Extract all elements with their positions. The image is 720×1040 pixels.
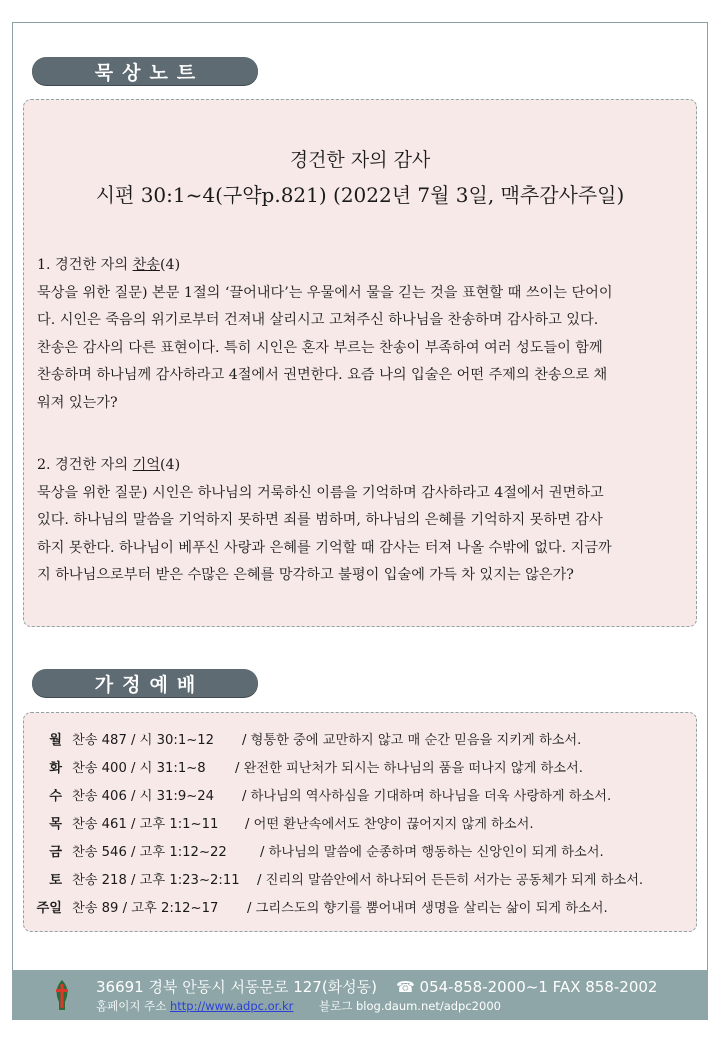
- hymn-ref: 찬송 400 / 시 31:1~8: [72, 760, 206, 776]
- day-label: 화: [49, 760, 62, 776]
- day-label: 주일: [36, 900, 62, 916]
- hymn-ref: 찬송 89 / 고후 2:12~17: [72, 900, 219, 916]
- day-label: 토: [49, 872, 62, 888]
- worship-row-sun: [32, 894, 692, 918]
- day-label: 목: [49, 816, 62, 832]
- church-cross-logo-icon: [50, 978, 74, 1012]
- prayer-text: / 진리의 말씀안에서 하나되어 든든히 서가는 공동체가 되게 하소서.: [257, 872, 644, 888]
- prayer-text: / 하나님의 말씀에 순종하며 행동하는 신앙인이 되게 하소서.: [260, 844, 604, 860]
- prayer-text: / 그리스도의 향기를 뿜어내며 생명을 살리는 삶이 되게 하소서.: [247, 900, 608, 916]
- blog-label: 블로그: [319, 999, 353, 1013]
- meditation-subtitle: 시편 30:1~4(구약p.821) (2022년 7월 3일, 맥추감사주일): [95, 183, 625, 207]
- hymn-ref: 찬송 406 / 시 31:9~24: [72, 788, 215, 804]
- phone-fax: ☎ 054-858-2000~1 FAX 858-2002: [396, 978, 658, 996]
- meditation-box: [23, 99, 697, 627]
- section-2-heading: 2. 경건한 자의 기억(4): [37, 457, 181, 473]
- section-1-line: 다. 시인은 죽음의 위기로부터 건져내 살리시고 고쳐주신 하나님을 찬송하며 감사하고 있다.: [37, 312, 599, 328]
- section-2-line: 묵상을 위한 질문) 시인은 하나님의 거룩하신 이름을 기억하며 감사하라고 4절에서 권면하고: [37, 484, 604, 501]
- worship-row-wed: [32, 782, 692, 806]
- section-1-heading: 1. 경건한 자의 찬송(4): [37, 257, 181, 273]
- worship-label: [32, 669, 258, 697]
- worship-row-mon: [32, 726, 692, 750]
- prayer-text: / 하나님의 역사하심을 기대하며 하나님을 더욱 사랑하게 하소서.: [242, 788, 612, 804]
- meditation-label-text: 묵상노트: [94, 61, 205, 84]
- worship-row-tue: [32, 754, 692, 778]
- hymn-ref: 찬송 487 / 시 30:1~12: [72, 732, 215, 748]
- homepage-label: 홈페이지 주소: [96, 999, 167, 1013]
- meditation-section-1: [37, 252, 685, 417]
- worship-box: [23, 712, 697, 932]
- meditation-section-2: [37, 452, 685, 590]
- meditation-label: [32, 57, 258, 85]
- footer: [12, 970, 708, 1020]
- church-address: 36691 경북 안동시 서동문로 127(화성동): [96, 978, 378, 996]
- worship-row-sat: [32, 866, 692, 890]
- section-2-keyword: 기억: [132, 457, 161, 473]
- homepage-link[interactable]: http://www.adpc.or.kr: [169, 999, 294, 1013]
- footer-links: [96, 998, 501, 1014]
- meditation-title: 경건한 자의 감사: [289, 149, 431, 171]
- section-2-line: 지 하나님으로부터 받은 수많은 은혜를 망각하고 불평이 입술에 가득 차 있지는 않은가?: [37, 567, 574, 583]
- prayer-text: / 완전한 피난처가 되시는 하나님의 품을 떠나지 않게 하소서.: [235, 760, 583, 776]
- worship-row-thu: [32, 810, 692, 834]
- hymn-ref: 찬송 461 / 고후 1:1~11: [72, 816, 219, 832]
- section-1-line: 워져 있는가?: [37, 394, 118, 411]
- prayer-text: / 어떤 환난속에서도 찬양이 끊어지지 않게 하소서.: [245, 816, 534, 832]
- hymn-ref: 찬송 546 / 고후 1:12~22: [72, 844, 227, 860]
- footer-contact: [96, 976, 657, 997]
- section-2-line: 있다. 하나님의 말씀을 기억하지 못하면 죄를 범하며, 하나님의 은혜를 기억하지 못하면 감사: [37, 512, 603, 528]
- section-1-line: 찬송하며 하나님께 감사하라고 4절에서 권면한다. 요즘 나의 입술은 어떤 주제의 찬송으로 채: [37, 367, 608, 383]
- blog-link[interactable]: blog.daum.net/adpc2000: [355, 999, 501, 1013]
- section-2-line: 하지 못한다. 하나님이 베푸신 사랑과 은혜를 기억할 때 감사는 터져 나올 수밖에 없다. 지금까: [37, 539, 612, 556]
- section-1-line: 찬송은 감사의 다른 표현이다. 특히 시인은 혼자 부르는 찬송이 부족하여 여러 성도들이 함께: [37, 339, 603, 356]
- day-label: 금: [49, 844, 62, 860]
- worship-row-fri: [32, 838, 692, 862]
- day-label: 월: [49, 732, 62, 748]
- worship-label-text: 가정예배: [94, 673, 205, 696]
- prayer-text: / 형통한 중에 교만하지 않고 매 순간 믿음을 지키게 하소서.: [242, 732, 582, 748]
- day-label: 수: [49, 788, 62, 804]
- section-1-line: 묵상을 위한 질문) 본문 1절의 ‘끌어내다’는 우물에서 물을 긷는 것을 표현할 때 쓰이는 단어이: [37, 284, 613, 301]
- hymn-ref: 찬송 218 / 고후 1:23~2:11: [72, 872, 240, 888]
- section-1-keyword: 찬송: [132, 257, 161, 273]
